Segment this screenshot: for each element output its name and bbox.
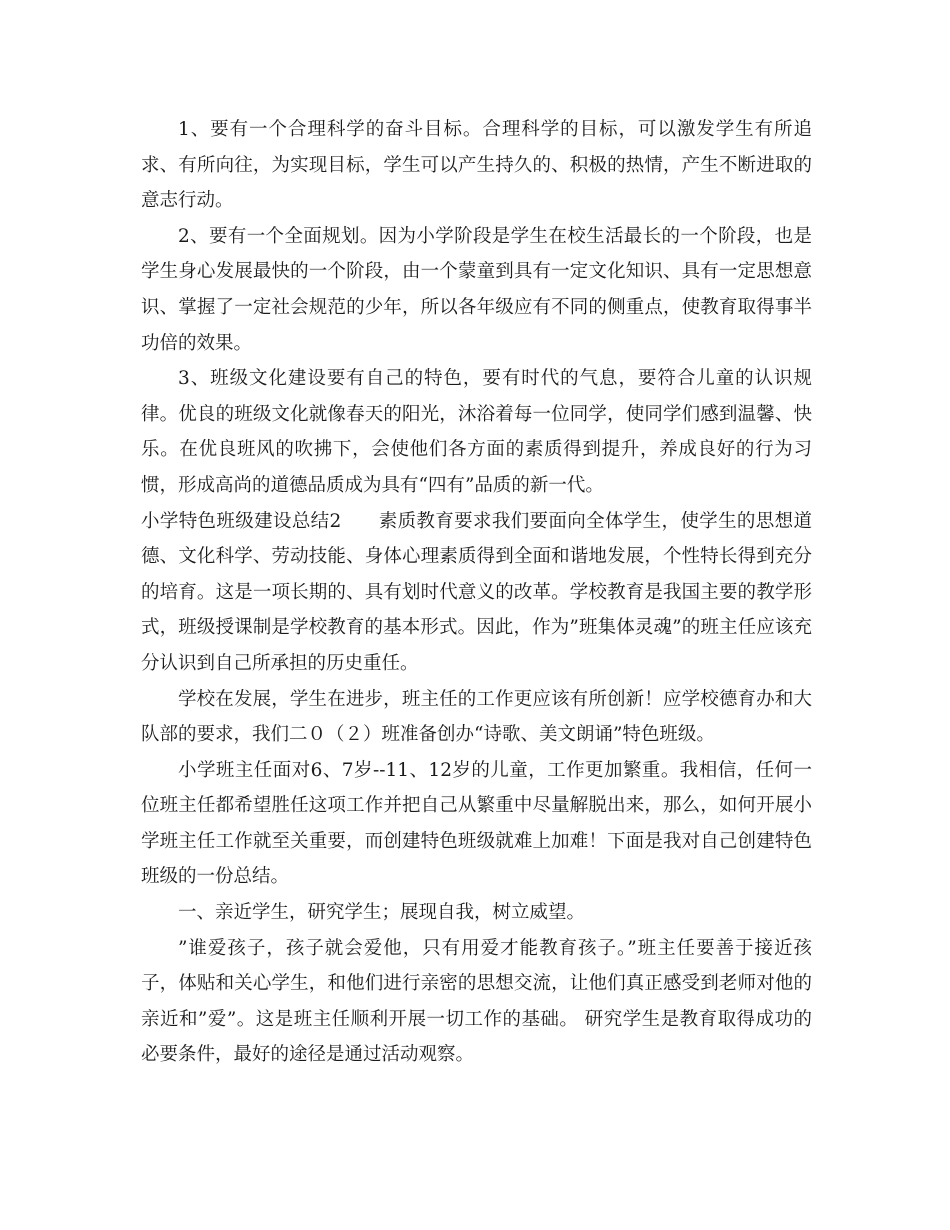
paragraph-plan: 2、要有一个全面规划。因为小学阶段是学生在校生活最长的一个阶段，也是学生身心发展最快的一个阶段，由一个蒙童到具有一定文化知识、具有一定思想意识、掌握了一定社会规范的少年，所以各年级应有不同的侧重点，使教育取得事半功倍的效果。 — [141, 225, 812, 354]
section-heading: 小学特色班级建设总结2 — [141, 510, 342, 532]
paragraph-class-culture: 3、班级文化建设要有自己的特色，要有时代的气息，要符合儿童的认识规律。优良的班级文化就像春天的阳光，沐浴着每一位同学，使同学们感到温馨、快乐。在优良班风的吹拂下，会使他们各方面的素质得到提升，养成良好的行为习惯，形成高尚的道德品质成为具有“四有”品质的新一代。 — [141, 368, 812, 496]
paragraph-love-children: ”谁爱孩子，孩子就会爱他，只有用爱才能教育孩子。”班主任要善于接近孩子，体贴和关心学生，和他们进行亲密的思想交流，让他们真正感受到老师对他的亲近和”爱”。这是班主任顺利开展一切工作的基础。 研究学生是教育取得成功的必要条件，最好的途径是通过活动观察。 — [141, 937, 812, 1066]
paragraph-goal: 1、要有一个合理科学的奋斗目标。合理科学的目标，可以激发学生有所追求、有所向往，为实现目标，学生可以产生持久的、积极的热情，产生不断进取的意志行动。 — [141, 119, 812, 212]
paragraph-school-development: 学校在发展，学生在进步，班主任的工作更应该有所创新！应学校德育办和大队部的要求，我们二０（２）班准备创办“诗歌、美文朗诵”特色班级。 — [141, 688, 812, 746]
paragraph-summary-2 — [141, 504, 812, 682]
paragraph-teacher-workload: 小学班主任面对6、7岁--11、12岁的儿童，工作更加繁重。我相信，任何一位班主任都希望胜任这项工作并把自己从繁重中尽量解脱出来，那么，如何开展小学班主任工作就至关重要，而创建特色班级就难上加难！下面是我对自己创建特色班级的一份总结。 — [141, 759, 812, 888]
paragraph-section-one: 一、亲近学生，研究学生；展现自我，树立威望。 — [178, 902, 586, 924]
heading-gap — [341, 511, 378, 532]
paragraph-summary-2-text: 素质教育要求我们要面向全体学生，使学生的思想道德、文化科学、劳动技能、身体心理素质得到全面和谐地发展，个性特长得到充分的培育。这是一项长期的、具有划时代意义的改革。学校教育是我国主要的教学形式，班级授课制是学校教育的基本形式。因此，作为”班集体灵魂”的班主任应该充分认识到自己所承担的历史重任。 — [141, 510, 812, 674]
